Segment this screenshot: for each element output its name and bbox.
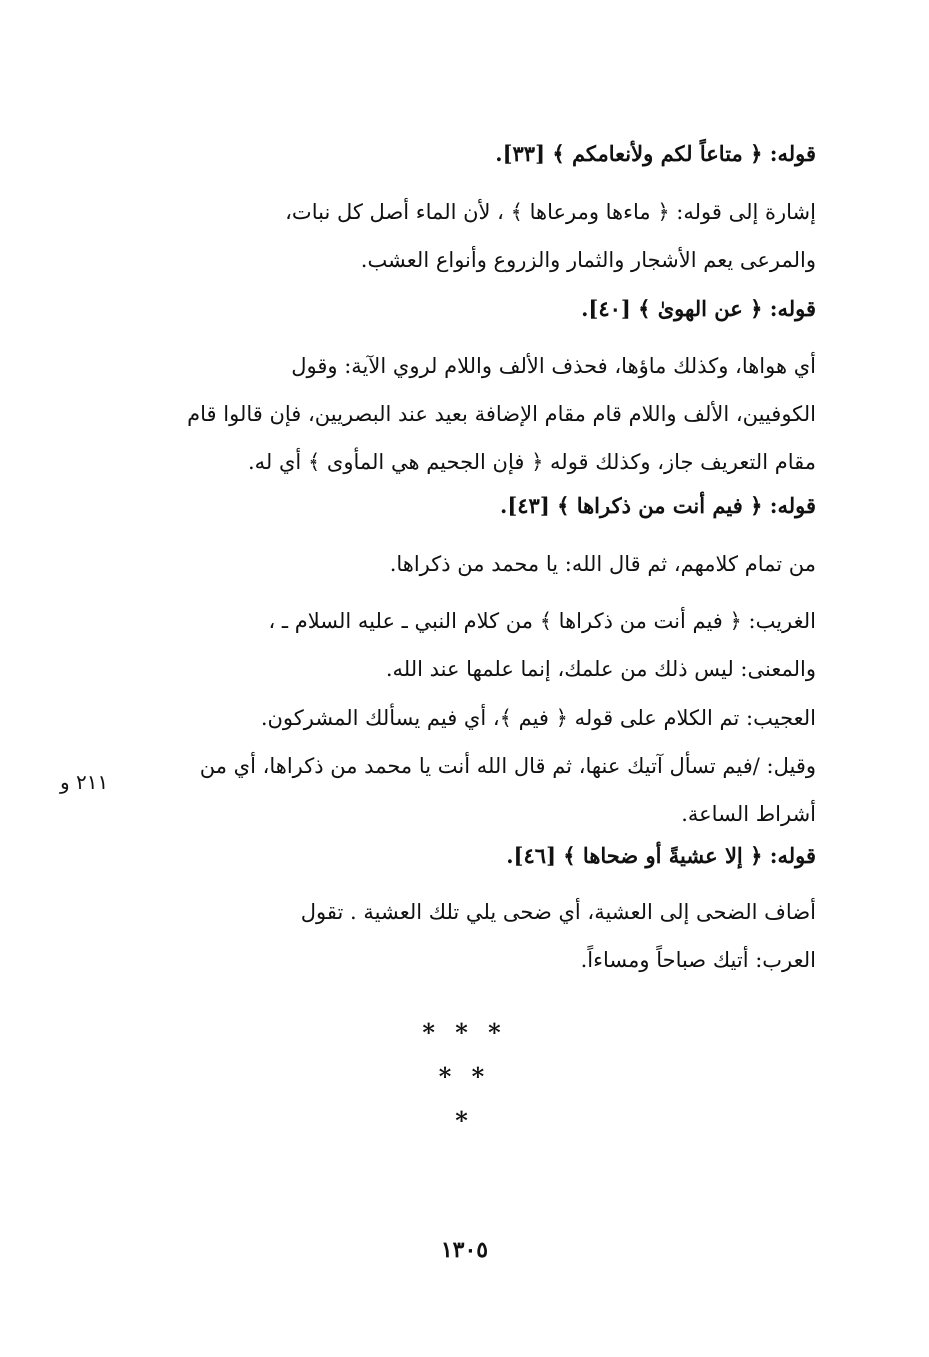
entry-heading: قوله: ﴿ إلا عشيةً أو ضحاها ﴾ [٤٦]. — [506, 843, 816, 868]
body-line: من تمام كلامهم، ثم قال الله: يا محمد من ذكراها. — [389, 552, 816, 576]
entry-heading: قوله: ﴿ عن الهوىٰ ﴾ [٤٠]. — [581, 296, 816, 321]
body-line: إشارة إلى قوله: ﴿ ماءها ومرعاها ﴾ ، لأن الماء أصل كل نبات، — [285, 200, 816, 224]
body-line: العجيب: تم الكلام على قوله ﴿ فيم ﴾، أي فيم يسألك المشركون. — [260, 706, 816, 730]
entry-43-body — [130, 540, 816, 588]
separator-stars-row1: * * * — [422, 1018, 507, 1047]
entry-40 — [130, 285, 816, 333]
body-line: وقيل: /فيم تسأل آتيك عنها، ثم قال الله أنت يا محمد من ذكراها، أي من — [199, 754, 816, 778]
entry-heading: قوله: ﴿ متاعاً لكم ولأنعامكم ﴾ [٣٣]. — [495, 141, 816, 166]
entry-33 — [130, 130, 816, 178]
margin-folio-note: ٢١١ و — [60, 770, 109, 794]
body-line: والمعنى: ليس ذلك من علمك، إنما علمها عند الله. — [385, 657, 816, 681]
body-line: أي هواها، وكذلك ماؤها، فحذف الألف واللام لروي الآية: وقول — [291, 354, 816, 378]
entry-43 — [130, 482, 816, 530]
body-line: والمرعى يعم الأشجار والثمار والزروع وأنواع العشب. — [360, 248, 816, 272]
entry-33-body — [130, 188, 816, 284]
separator-stars-row2: * * — [438, 1062, 491, 1091]
body-line: الغريب: ﴿ فيم أنت من ذكراها ﴾ من كلام النبي ـ عليه السلام ـ ، — [268, 609, 816, 633]
entry-46-body — [130, 888, 816, 984]
ajib-section — [130, 694, 816, 838]
entry-40-body — [130, 342, 816, 486]
entry-46 — [130, 832, 816, 880]
body-line: مقام التعريف جاز، وكذلك قوله ﴿ فإن الجحيم هي المأوى ﴾ أي له. — [247, 450, 816, 474]
body-line: أشراط الساعة. — [681, 802, 816, 826]
gharib-section — [130, 597, 816, 693]
body-line: العرب: أتيك صباحاً ومساءاً. — [580, 948, 816, 972]
body-line: الكوفيين، الألف واللام قام مقام الإضافة بعيد عند البصريين، فإن قالوا قام — [187, 402, 816, 426]
separator-stars-row3: * — [455, 1106, 474, 1135]
page-number: ١٣٠٥ — [440, 1237, 489, 1263]
entry-heading: قوله: ﴿ فيم أنت من ذكراها ﴾ [٤٣]. — [500, 493, 816, 518]
body-line: أضاف الضحى إلى العشية، أي ضحى يلي تلك العشية . تقول — [300, 900, 816, 924]
